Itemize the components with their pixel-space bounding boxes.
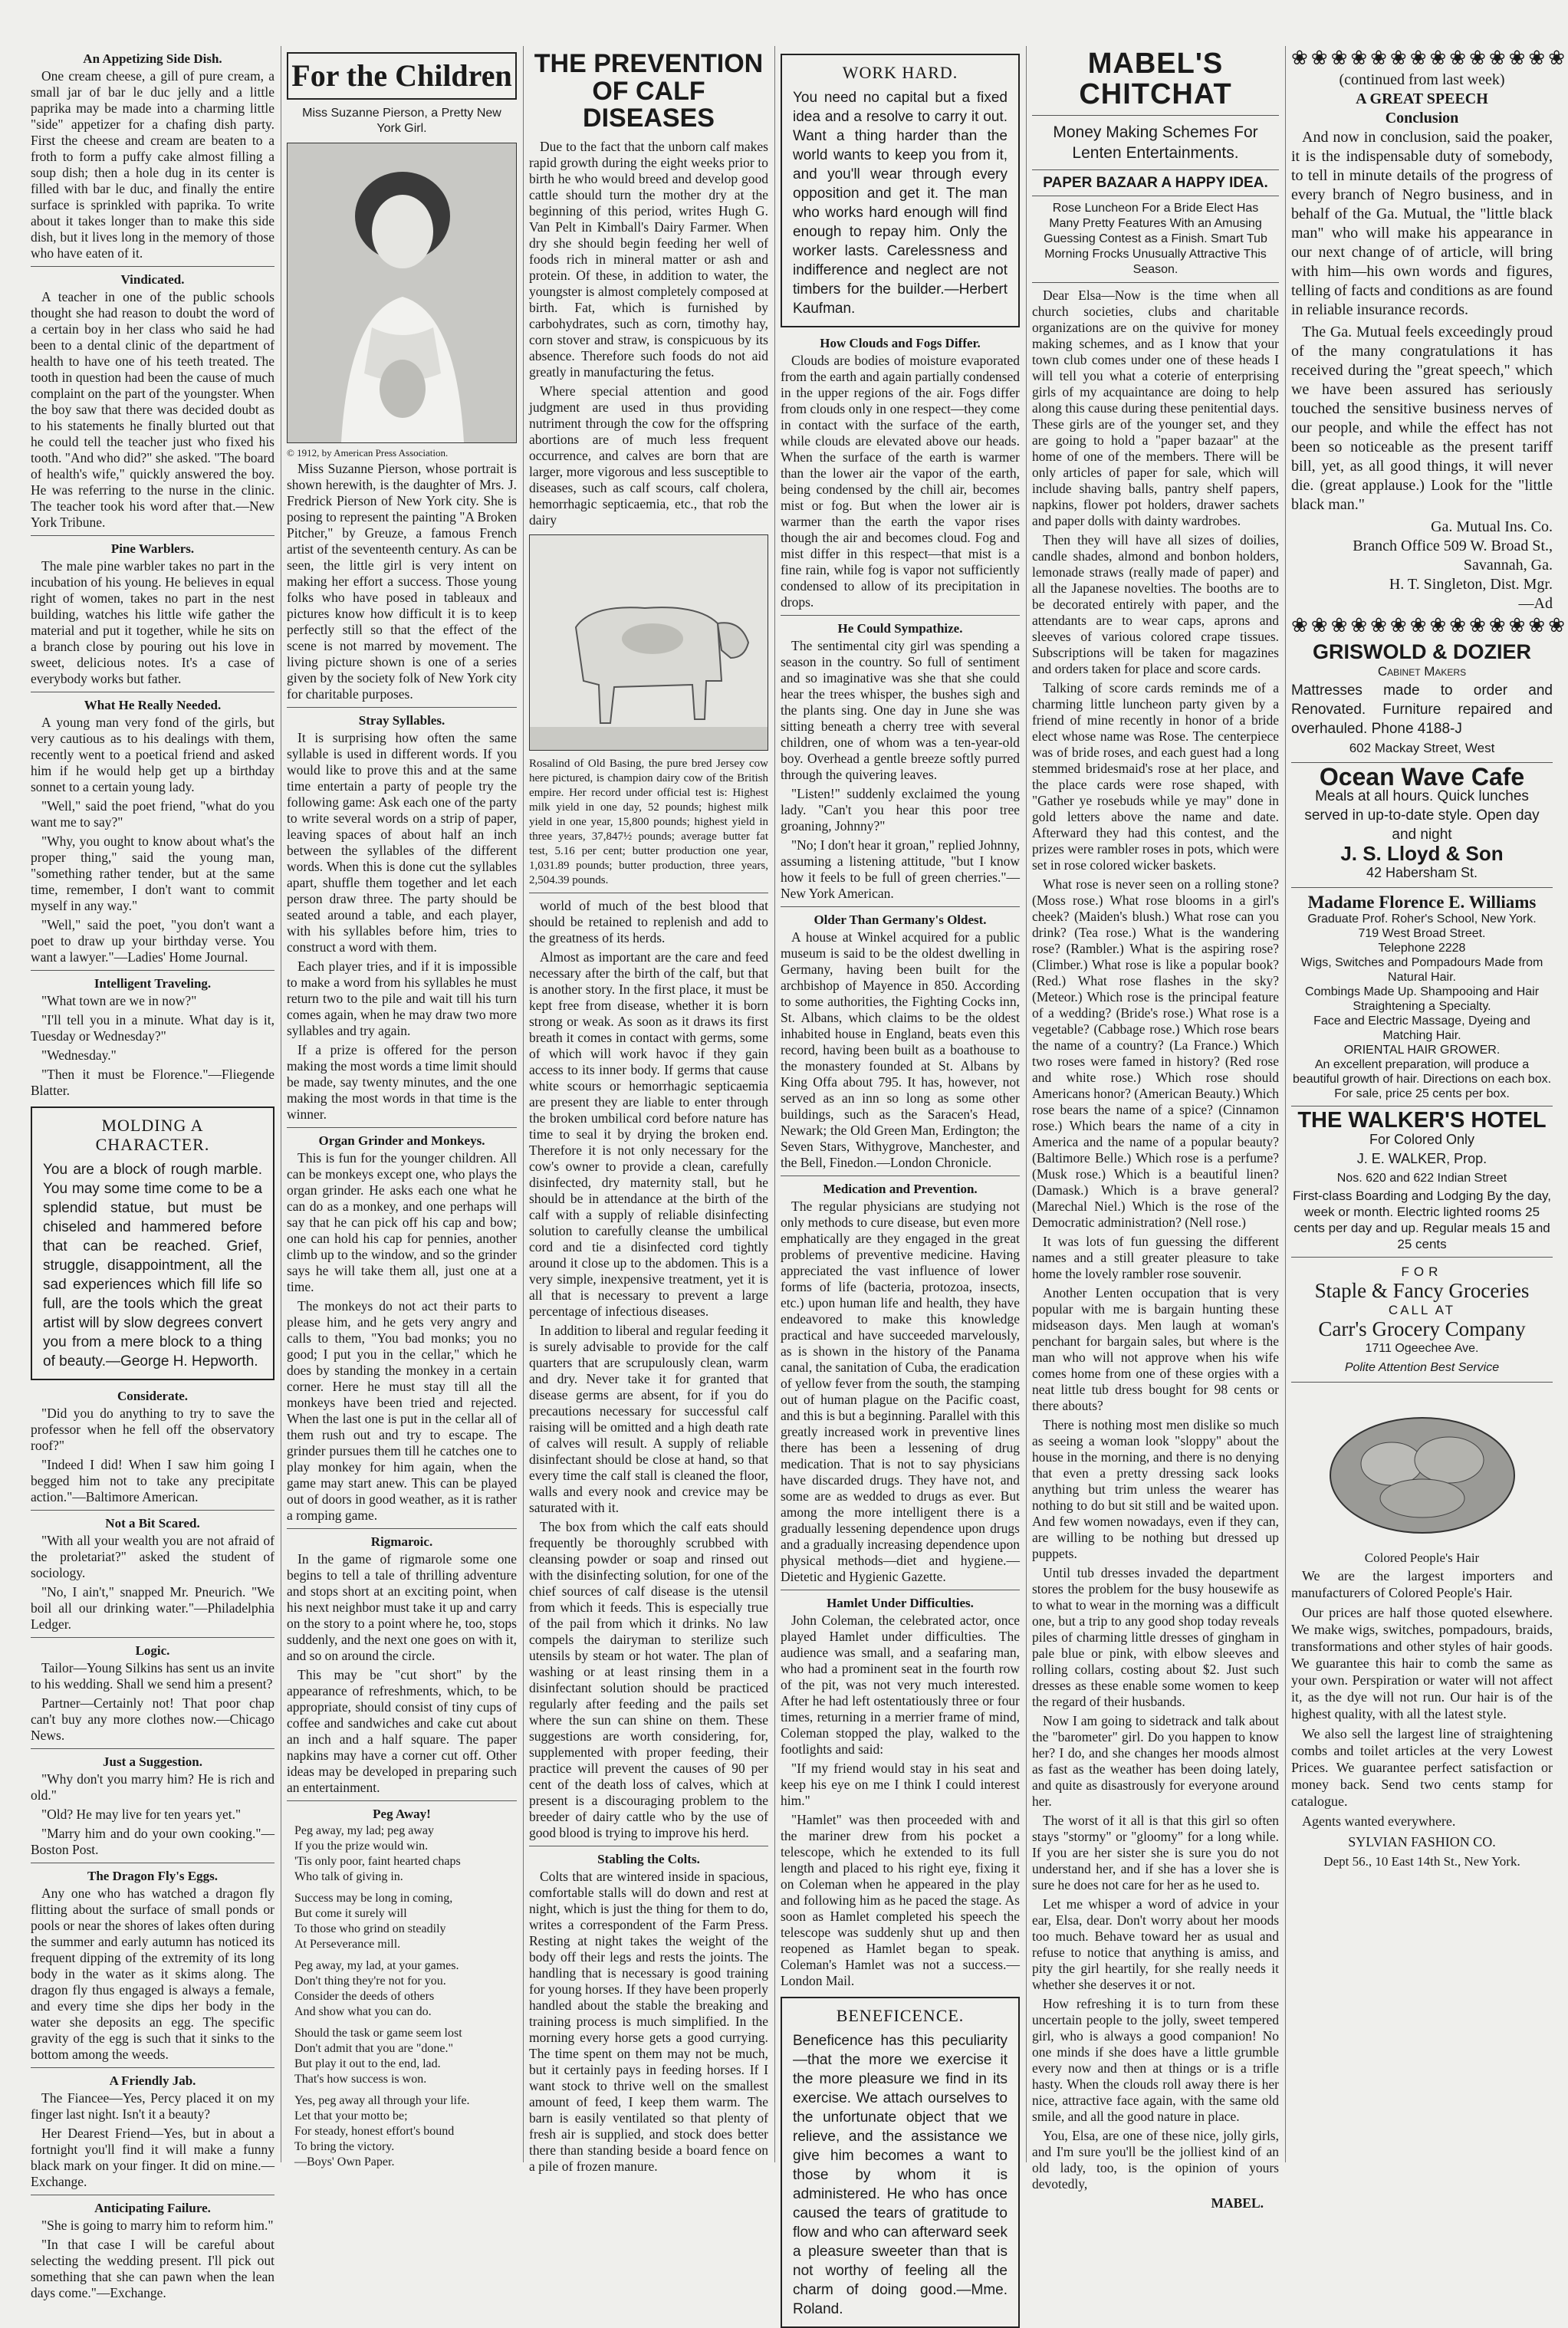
poem-title: Peg Away! [373, 1807, 431, 1821]
article-title: Pine Warblers. [110, 541, 195, 556]
poem-line: To bring the victory. [294, 2140, 395, 2153]
williams-line: 719 West Broad Street. [1358, 927, 1486, 940]
chitchat-paragraph: Another Lenten occupation that is very popular with me is bargain hunting these midseason days. Men laugh at woman's penchant for bargain sales, but where is the man who will not approve when his wife comes home from one of these orgies with a neat little tub dress bought for 98 cents or there abouts? [1032, 1284, 1279, 1413]
article-paragraph: "Indeed I did! When I saw him going I begged him not to take any precipitate action."—Baltimore American. [31, 1457, 274, 1504]
article-title: What He Really Needed. [84, 698, 222, 712]
article [31, 2200, 274, 2301]
article-title: An Appetizing Side Dish. [83, 51, 222, 66]
article-title: Considerate. [117, 1389, 189, 1403]
article [781, 912, 1020, 1171]
article [31, 271, 274, 531]
williams-line: Face and Electric Massage, Dyeing and Matching Hair. [1313, 1014, 1530, 1042]
chitchat-paragraph: Dear Elsa—Now is the time when all church societies, clubs and charitable organizations are on the quivive for money making schemes, and as I know that your town club comes under one of these heads I will tell you what a coterie of enterprising girls of my acquaintance are doing to help along this cause during these penitential days. These girls are of the younger set, and they are going to hold a "paper bazaar" at the home of one of the members. There will be only articles of paper for sale, which will include shaving balls, pantry shelf papers, napkins, flower pot holders, drawer sachets and paper dolls with dainty wardrobes. [1032, 287, 1279, 528]
article-paragraph: Due to the fact that the unborn calf makes rapid growth during the eight weeks prior to birth he who would breed and develop good cattle should turn the mother dry at the beginning of this period, writes Hugh G. Van Pelt in Kimball's Dairy Farmer. When dry she should begin feeding her well of foods rich in mineral matter or ash and protein. Of these, in addition to water, the youngster is almost completely composed at birth. Fat, which is furnished by carbohydrates, such as corn, timothy hay, corn stover and straw, is conspicuous by its absence. Therefore such foods do not aid greatly in manufacturing the fetus. [529, 139, 768, 380]
article [31, 1868, 274, 2063]
article [31, 1515, 274, 1633]
col4-articles [781, 335, 1020, 1989]
chitchat-deck: Rose Luncheon For a Bride Elect Has Many Pretty Features With an Amusing Guessing Contest as a Finish. Smart Tub Morning Frocks Unusually Attractive This Season. [1044, 201, 1267, 276]
cow-caption: Rosalind of Old Basing, the pure bred Jersey cow here pictured, is champion dairy cow of the British empire. Her record under official test is: Highest milk yield in one day, 52 pounds; highest milk yield in one year, 15,800 pounds; highest yield in three years, 37,847½ pounds; average butter fat test, 5.16 per cent; butter production one year, 1,031.89 pounds; butter production, three years, 2,504.39 pounds. [529, 758, 768, 887]
poem-line: —Boys' Own Paper. [294, 2155, 395, 2169]
chitchat-body [1032, 288, 1279, 2192]
sylvian-address: Dept 56., 10 East 14th St., New York. [1323, 1854, 1520, 1869]
column-3 [529, 46, 768, 2175]
article-paragraph: "What town are we in now?" [41, 993, 197, 1008]
section-title: For the Children [291, 58, 512, 93]
carr-call: CALL AT [1388, 1303, 1456, 1317]
poem-line: Should the task or game seem lost [294, 2027, 462, 2040]
ocean-wave-ad [1291, 763, 1553, 883]
article-paragraph: A young man very fond of the girls, but very cautious as to his dealings with them, recently went to a poetical friend and asked him if he would help get up a birthday sonnet to a certain young lady. [31, 715, 274, 794]
article-paragraph: This may be "cut short" by the appearance of refreshments, which, to be appropriate, should consist of tiny cups of coffee and sandwiches and cake cut about an inch and a half square. The paper napkins may have a corner cut off. Other ideas may be developed in preparing such an entertainment. [287, 1667, 517, 1795]
article-title: Anticipating Failure. [94, 2201, 211, 2215]
williams-line: Graduate Prof. Roher's School, New York. [1307, 912, 1537, 926]
article-paragraph: "Well," said the poet friend, "what do you want me to say?" [31, 798, 274, 830]
article-title: Medication and Prevention. [823, 1182, 978, 1196]
williams-body [1291, 912, 1553, 1101]
article [781, 1595, 1020, 1989]
williams-ad [1291, 893, 1553, 1101]
chitchat-paragraph: The worst of it all is that this girl so often stays "stormy" or "gloomy" for a long while. If you are her sister she is sure you do not understand her, and if she has a lover she is sure he does not care for her as he used to. [1032, 1812, 1279, 1892]
cow-photo [529, 534, 768, 751]
carr-name: Carr's Grocery Company [1318, 1317, 1526, 1340]
article-title: The Dragon Fly's Eggs. [87, 1869, 219, 1883]
poem-line [294, 1885, 517, 1891]
carr-address: 1711 Ogeechee Ave. [1365, 1342, 1479, 1355]
ornament-border-mid: ❀❀❀❀❀❀❀❀❀❀❀❀❀❀ [1291, 614, 1568, 636]
speech-continued: (continued from last week) [1339, 71, 1505, 88]
poem-line: Who talk of giving in. [294, 1870, 403, 1883]
headline-line2: OF CALF DISEASES [583, 76, 715, 133]
hair-body [1291, 1567, 1553, 1830]
hairpiece-illustration [1300, 1387, 1545, 1548]
article-paragraph: A teacher in one of the public schools thought she had reason to doubt the word of a certain boy in her class who said he had been to a dental clinic of the department of health to have one of his teeth treated. The tooth in question had been the cause of much complaint on the part of the youngster. When the boy saw that there was decided doubt as to his statements he finally blurted out that he could tell the teacher just who fixed his tooth. "And who did?" she asked. "The board of health's wife," quickly answered the boy. He was referring to the nurse in the clinic. The teacher took his word after that.—New York Tribune. [31, 289, 274, 530]
carr-for: FOR [1401, 1264, 1443, 1279]
poem-line: If you the prize would win. [294, 1840, 429, 1853]
column-2 [287, 46, 517, 2169]
chitchat-paragraph: What rose is never seen on a rolling stone? (Moss rose.) What rose blooms in a girl's cheek? (Maiden's blush.) What rose can you drink? (Tea rose.) What is the wandering rose? (Rambler.) What is the aspiring rose? (Climber.) What rose is like a popular book? (Red.) What rose flashes in the sky? (Meteor.) Which rose is the principal feature of a wedding? (Bride's rose.) What rose is a vegetable? (Cabbage rose.) Which rose bears the name of a country? (La France.) Which two roses were famed in history? (Red rose and white rose.) Which rose should Americans honor? (American Beauty.) Which rose bears the name of a spice? (Cinnamon rose.) Which bears the name of a city in America and the name of a popular beauty? (Baltimore Belle.) Which rose is a perfume? (Musk rose.) Which is a beautiful linen? (Damask.) Which is a brave general? (Marechal Niel.) Which is the rose of the Democratic administration? (Nell rose.) [1032, 876, 1279, 1230]
article-title: Stray Syllables. [358, 713, 445, 728]
article [31, 1642, 274, 1744]
ornament-border-top: ❀❀❀❀❀❀❀❀❀❀❀❀❀❀ [1291, 47, 1568, 69]
walker-prop: J. E. WALKER, Prop. [1356, 1151, 1487, 1166]
poem-line: At Perseverance mill. [294, 1938, 401, 1951]
williams-line: An excellent preparation, will produce a beautiful growth of hair. Directions on each box. For sale, price 25 cents per box. [1292, 1058, 1552, 1100]
work-hard-title: WORK HARD. [842, 63, 958, 82]
work-hard-text: You need no capital but a fixed idea and a resolve to carry it out. Want a thing harder than the world wants to keep you from it, and you'll wear through every opposition and get it. The man who works hard enough will find enough to repay him. Only the worker lasts. Carelessness and indifference and neglect are not timbers for the builder.—Herbert Kaufman. [793, 90, 1008, 317]
article-paragraph: The regular physicians are studying not only methods to cure disease, but even more emphatically are they engaged in the great problems of preventive medicine. Having appreciated the vast influence of lower forms of life (bacteria, protozoa, insects, etc.) upon human life and health, they have endeavored to make this knowledge practical and have succeeded marvelously, as is shown in the history of the Panama canal, the sanitation of Cuba, the eradication of yellow fever from the south, the stamping out of human plague on the Pacific coast, and this is but a beginning. Parallel with this greatly increased work in preventive lines there has been a lessening of drug medication. That is not to say physicians have discarded drugs. They have not, and some are as wedded to drugs as ever. But among the more intelligent there is a gradually lessening dependence upon drugs and a gradually increasing dependence upon physical methods—diet and hygiene.—Dietetic and Hygienic Gazette. [781, 1199, 1021, 1584]
article-paragraph: Almost as important are the care and feed necessary after the birth of the calf, but that is another story. In the first place, it must be kept free from disease, whether it is born strong or weak. As soon as it draws its first breath it comes in contact with germs, some of which will work havoc if they gain access to its inner body. If germs that cause white scours or hemorrhagic septicaemia are present they are liable to enter through the broken umbilical cord before nature has time to seal it by drying the broken end. Therefore it is not only necessary for the cow's owner to provide a clean, carefully disinfected, dry maternity stall, but he should be in attendance at the birth of the calf with a supply of reliable disinfecting solution to carefully cleanse the umbilical cord and tie a disinfected cord tightly around it close up to the abdomen. This is a very simple, inexpensive treatment, yet it is all that is necessary to prevent a large percentage of infectious diseases. [529, 949, 768, 1320]
article-paragraph: "No; I don't hear it groan," replied Johnny, assuming a listening attitude, "but I know how it feels to be full of green cherries."—New York American. [781, 837, 1020, 901]
article-paragraph: "Old? He may live for ten years yet." [41, 1807, 242, 1822]
article [31, 975, 274, 1099]
chitchat-title: MABEL'S CHITCHAT [1079, 48, 1232, 110]
article [31, 1754, 274, 1858]
article-paragraph: Partner—Certainly not! That poor chap can't buy any more clothes now.—Chicago News. [31, 1695, 274, 1743]
article [781, 335, 1020, 610]
article-paragraph: world of much of the best blood that should be retained to replenish and add to the greatness of its herds. [529, 898, 768, 946]
signature-line: Ga. Mutual Ins. Co. [1431, 518, 1553, 535]
article-paragraph: In addition to liberal and regular feeding it is surely advisable to provide for the calf quarters that are scrupulously clean, warm and dry. Never take it for granted that disease germs are absent, for if you do precautions necessary for successful calf raising will be omitted and a high death rate of calves will result. A supply of reliable disinfectant should be close at hand, so that every time the calf stall is cleaned the floor, walls and every nook and crevice may be saturated with it. [529, 1323, 768, 1516]
article-paragraph: "Wednesday." [41, 1047, 117, 1063]
williams-line: ORIENTAL HAIR GROWER. [1343, 1044, 1501, 1057]
chitchat-signature: MABEL. [1211, 2195, 1264, 2211]
walker-body: First-class Boarding and Lodging By the day, week or month. Electric lighted rooms 25 cents per day and up. Regular meals 15 and 25 cents [1292, 1189, 1552, 1251]
article-paragraph: Each player tries, and if it is impossible to make a word from his syllables he must return two to the pile and wait till his turn comes again, when he may draw two more syllables and try again. [287, 958, 517, 1038]
photo-subtitle: Miss Suzanne Pierson, a Pretty New York Girl. [302, 107, 501, 135]
beneficence-box [781, 1997, 1020, 2328]
article-paragraph: "In that case I will be careful about selecting the wedding present. I'll pick out something that she can pawn when the lean days come."—Exchange. [31, 2237, 274, 2300]
stabling-title: Stabling the Colts. [597, 1852, 700, 1867]
speech-paragraph: The Ga. Mutual feels exceedingly proud of the many congratulations it has received during the "great speech," which we have been assured has seriously touched the sensitive business nerves of our people, and while the effect has not been so noticeable as the present tariff bill, yet, as all good things, it will never die. (great applause.) Look for the "little black man." [1291, 324, 1553, 513]
article-paragraph: "Did you do anything to try to save the professor when he fell off the observatory roof?" [31, 1406, 274, 1453]
article-title: Logic. [135, 1643, 170, 1658]
chitchat-paragraph: Then they will have all sizes of doilies, candle shades, almond and bonbon holders, lemonade straws (really made of paper) and all the Japanese novelties. The booths are to be decorated entirely with paper, and the attendants are to wear caps, aprons and sleeves of various colored crape tissues. Subscriptions will be taken for magazines and orders taken for place and score cards. [1032, 531, 1279, 676]
chitchat-paragraph: How refreshing it is to turn from these uncertain people to the jolly, sweet tempered girl, who is always a good companion! No one minds if she does have a little grumble every now and then at things or is a trifle hasty. When the clouds roll away there is her nice, attractive face again, with the same old smile, and all the good nature in place. [1032, 1995, 1279, 2124]
poem-line: That's how success is won. [294, 2073, 427, 2086]
poem-line: But come it surely will [294, 1907, 407, 1920]
ocean-body: Meals at all hours. Quick lunches served in up-to-date style. Open day and night [1304, 788, 1540, 843]
poem-line: Yes, peg away all through your life. [294, 2094, 470, 2107]
article-title: Older Than Germany's Oldest. [814, 912, 987, 927]
article-paragraph: Any one who has watched a dragon fly flitting about the surface of small ponds or pools or near the shores of lakes often during the summer and early autumn has noticed its frequent dipping of the extremity of its long body in the water as it skims along. The dragon fly thus engaged is always a female, and every time she dips her body in the water she deposits an egg. The specific gravity of the egg is such that it sinks to the bottom among the weeds. [31, 1886, 274, 2062]
article-paragraph: "I'll tell you in a minute. What day is it, Tuesday or Wednesday?" [31, 1012, 274, 1044]
beneficence-text: Beneficence has this peculiarity—that the more we exercise it the more pleasure we find in its exercise. We attach ourselves to the unfortunate object that we relieve, and the assistance we give him becomes a want to those by whom it is administered. He who has once caused the tears of gratitude to flow and who can afterward seek a pleasure sweeter than that is not worthy of feeling all the charm of doing good.—Mme. Roland. [793, 2033, 1008, 2317]
article-paragraph: Where special attention and good judgment are used in thus providing nutriment through the cow for the offspring abortions are of much less frequent occurrence, and calves are born that are larger, more vigorous and less susceptible to diseases, such as calf scours, calf cholera, hemorrhagic septicaemia, etc., that rob the dairy [529, 383, 768, 528]
article [31, 2073, 274, 2190]
poem-line: Success may be long in coming, [294, 1892, 453, 1905]
article [781, 1181, 1020, 1585]
stabling-body: Colts that are wintered inside in spacious, comfortable stalls will do down and rest at night, which is just the thing for them to do, writes a correspondent of the Farm Press. Resting at night takes the weight of the body off their legs and rests the joints. The handling that is necessary is good training for young horses. If they have been properly handled about the stable the breaking and training process is much simplified. In the morning every horse gets a good currying. The time spent on them may not be much, but it certainly pays in feeding horses. If I want stock to thrive well on the smallest amount of feed, I keep them warm. The barn is easily ventilated so that plenty of fresh air is supplied, and stock does better there than standing beside a board fence on a pile of frozen manure. [529, 1869, 768, 2175]
ocean-owner: J. S. Lloyd & Son [1340, 842, 1504, 865]
box-text: You are a block of rough marble. You may some time come to be a splendid statue, but must be chiseled and hammered before that can be reached. Grief, struggle, disappointment, all the sad experiences which fill life so full, are the tools which the great artist will by slow degrees convert you from a mere block to a thing of beauty.—George H. Hepworth. [43, 1162, 262, 1370]
jersey-cow-illustration [530, 535, 768, 750]
article-paragraph: "If my friend would stay in his seat and keep his eye on me I think I could interest him." [781, 1761, 1020, 1808]
speech-title: A GREAT SPEECH [1356, 90, 1488, 107]
article-title: A Friendly Jab. [109, 2073, 196, 2088]
article [31, 51, 274, 261]
molding-character-box [31, 1106, 274, 1380]
article-paragraph: The box from which the calf eats should frequently be thoroughly scrubbed with cleansing powder or soap and rinsed out with the disinfecting solution, for one of the chief sources of calf disease is the utensil from which it feeds. This is especially true of the pail from which it drinks. No law compels the dairyman to sterilize such utensils by steam or hot water. The plan of washing or at least rinsing them in a disinfectant solution should be practiced regularly after feeding and the pails set where the sun can shine on them. These suggestions are worth considering, for, supplemented with proper feeding, their practice will prevent the causes of 90 per cent of the death loss of calves, which at present is a discouraging problem to the breeder of dairy cattle who by the use of good blood is trying to improve his herd. [529, 1519, 768, 1841]
portrait-description: Miss Suzanne Pierson, whose portrait is shown herewith, is the daughter of Mrs. J. Fredrick Pierson of New York city. She is posing to represent the painting "A Broken Pitcher," by Greuze, a famous French artist of the seventeenth century. As can be seen, the little girl is very intent on making her effort a success. Those young folks who have posed in tableaux and pictures know how difficult it is to keep perfectly still so that the effect of the scene is not marred by movement. The living picture shown is one of a series given by the society folk of New York city for charitable purposes. [287, 461, 517, 702]
article-title: Intelligent Traveling. [94, 976, 212, 991]
ocean-title: Ocean Wave Cafe [1319, 763, 1525, 791]
speech-ad-mark: —Ad [1518, 595, 1553, 612]
signature-line: Branch Office 509 W. Broad St., Savannah, Ga. [1353, 538, 1553, 574]
poem-line: Peg away, my lad, at your games. [294, 1959, 459, 1972]
speech-conclusion: Conclusion [1385, 110, 1459, 127]
article-paragraph: "Well," said the poet, "you don't want a poet to draw up your birthday verse. You want a lawyer."—Ladies' Home Journal. [31, 917, 274, 965]
poem-line: Don't admit that you are "done." [294, 2042, 454, 2055]
article-title: He Could Sympathize. [837, 621, 963, 636]
williams-line: Telephone 2228 [1378, 942, 1466, 955]
article-title: Organ Grinder and Monkeys. [318, 1133, 485, 1148]
article-title: Rigmaroic. [370, 1534, 433, 1549]
hair-ad [1291, 1387, 1553, 1871]
poem-line [294, 2020, 517, 2026]
article [31, 697, 274, 965]
sylvian-name: SYLVIAN FASHION CO. [1348, 1834, 1496, 1850]
portrait-photo [287, 143, 517, 443]
griswold-sub: Cabinet Makers [1377, 664, 1467, 679]
article-paragraph: In the game of rigmarole some one begins to tell a tale of thrilling adventure and stops short at an exciting point, when his next neighbor must take it up and carry on the story to a point where he, too, stops suddenly, and the next one goes on with it, and so on around the circle. [287, 1551, 517, 1663]
girl-portrait-illustration [288, 143, 516, 442]
chitchat-paragraph: Talking of score cards reminds me of a charming little luncheon party given by a friend of mine recently in honor of a bride elect whose name was Rose. The centerpiece was of bride roses, and each guest had a long stemmed bridesmaid's rose at her place, and the place cards were rose shaped, with "Gather ye rosebuds while ye may" done in gold letters above the name and date. Afterward they had this contest, and the prizes were rambler roses in pots, which were set in rose colored wicker baskets. [1032, 679, 1279, 873]
column-4 [781, 46, 1021, 2317]
griswold-title: GRISWOLD & DOZIER [1313, 640, 1531, 663]
article-paragraph: "She is going to marry him to reform him." [41, 2218, 274, 2233]
williams-line: Wigs, Switches and Pompadours Made from Natural Hair. [1300, 956, 1543, 984]
article [287, 1534, 517, 1796]
hair-paragraph: We also sell the largest line of straightening combs and toilet articles at the very Lowest Prices. We guarantee perfect satisfaction or money back. Send two cents stamp for catalogue. [1291, 1726, 1553, 1809]
article-title: Hamlet Under Difficulties. [827, 1596, 974, 1610]
carr-slogan: Polite Attention Best Service [1344, 1361, 1500, 1374]
box-title: MOLDING A CHARACTER. [95, 1116, 210, 1154]
column-6 [1291, 46, 1568, 2162]
griswold-address: 602 Mackay Street, West [1349, 741, 1495, 755]
article-paragraph: If a prize is offered for the person making the most words a time limit should be made, say twenty minutes, and the one making the most words in that time is the winner. [287, 1042, 517, 1122]
article-paragraph: "Why don't you marry him? He is rich and old." [31, 1771, 274, 1803]
article-paragraph: This is fun for the younger children. All can be monkeys except one, who plays the organ grinder. He asks each one what he can do as a monkey, and one perhaps will say that he can pick off his cap and bow; one can hold his cap for pennies, another climb up to the window, and so the grinder says he will take them all, just one at a time. [287, 1150, 517, 1294]
walker-title: THE WALKER'S HOTEL [1297, 1108, 1547, 1133]
work-hard-box [781, 54, 1020, 327]
poem-line: For steady, honest effort's bound [294, 2125, 455, 2138]
article-paragraph: "No, I ain't," snapped Mr. Pneurich. "We boil all our drinking water."—Philadelphia Ledger. [31, 1584, 274, 1632]
calf-article-part1 [529, 139, 768, 528]
article-title: Just a Suggestion. [103, 1754, 202, 1769]
beneficence-title: BENEFICENCE. [836, 2006, 965, 2025]
article [781, 620, 1020, 902]
article-paragraph: Clouds are bodies of moisture evaporated from the earth and again partially condensed in the upper regions of the air. Fogs differ from clouds only in one respect—they come in contact with the surface of the earth, while clouds are elevated above our heads. When the surface of the earth is warmer than the lower air the vapor of the earth, being condensed by the chill air, becomes mist or fog. But when the lower air is warmer than the earth the vapor rises though the air and becomes cloud. Fog and mist differ in this respect—that mist is a fine rain, while fog is vapor not sufficiently condensed to allow of its precipitation in drops. [781, 353, 1020, 610]
poem-line [294, 1952, 517, 1958]
chitchat-paragraph: Now I am going to sidetrack and talk about the "barometer" girl. Do you happen to know her? I do, and she changes her moods almost as fast as the weather has been doing lately, and quite as disastrously for everyone around her. [1032, 1712, 1279, 1809]
article-paragraph: It is surprising how often the same syllable is used in different words. If you would like to prove this and at the same time entertain a party of people try the following game: Ask each one of the party to write several words on a strip of paper, leaving spaces of about half an inch between the syllables of the different words. When this is done cut the syllables apart, shuffle them together and let each person draw three. The party should be seated around a table, and each player, with his syllables before him, tries to construct a word with them. [287, 730, 517, 955]
article-paragraph: One cream cheese, a gill of pure cream, a small jar of bar le duc jelly and a little paprika may be made into a charming little "side" appetizer for a chafing dish party. First the cheese and cream are beaten to a froth to form a puffy cake almost filling a soup dish; then a hole dug in its center is filled with bar le duc, and finally the entire surface is sprinkled with paprika. To write about it takes longer than to make this side dish, but it lives long in the memory of those who have eaten of it. [31, 68, 274, 261]
article-paragraph: The male pine warbler takes no part in the incubation of his young. He believes in equal right of women, takes no part in the nest building, watches his little wife gather the material and put it together, while he sits on a branch close by pouring out his love in sweet, delicious notes. It's a case of everybody works but father. [31, 558, 274, 686]
poem-line: But play it out to the end, lad. [294, 2057, 441, 2070]
signature-line: H. T. Singleton, Dist. Mgr. [1389, 576, 1553, 593]
article-paragraph: "Hamlet" was then proceeded with and the mariner drew from his pocket a telescope, which he extended to its full length and placed to his right eye, fixing it on Coleman when he appeared in the play and following him as he paced the stage. As soon as Hamlet completed his speech the telescope was suddenly shut up and then reopened as Hamlet began to speak. Coleman's Hamlet was not a success.—London Mail. [781, 1812, 1020, 1988]
column-5 [1032, 46, 1279, 2211]
hair-paragraph: Agents wanted everywhere. [1302, 1813, 1456, 1829]
article-paragraph: Tailor—Young Silkins has sent us an invite to his wedding. Shall we send him a present? [31, 1660, 274, 1692]
newspaper-page [31, 46, 1568, 2317]
article-paragraph: "Then it must be Florence."—Fliegende Blatter. [31, 1067, 274, 1098]
griswold-body: Mattresses made to order and Renovated. Furniture repaired and overhauled. Phone 4188-J [1291, 682, 1553, 737]
article-paragraph: John Coleman, the celebrated actor, once played Hamlet under difficulties. The audience was small, and a seafaring man, who had a prominent seat in the fourth row of the pit, was not very much interested. After he had left ostentatiously three or four times, returning in a merrier frame of mind, Coleman stopped the play, walked to the footlights and said: [781, 1613, 1020, 1757]
speech-paragraph: And now in conclusion, said the poaker, it is the indispensable duty of somebody, to tell in minute details of the progress of every branch of Negro business, and in behalf of the Ga. Mutual, the "little black man" who will make his appearance in our next change of of article, will bring with him—his own words and figures, telling of facts and conditions as are found in reliable insurance records. [1291, 129, 1553, 318]
article-paragraph: The Fiancee—Yes, Percy placed it on my finger last night. Isn't it a beauty? [31, 2090, 274, 2122]
children-articles [287, 461, 517, 2170]
poem-line [294, 2087, 517, 2093]
article-title: Not a Bit Scared. [105, 1516, 200, 1531]
chitchat-paragraph: There is nothing most men dislike so much as seeing a woman look "sloppy" about the house in the morning, and there is no denying that even a pretty dressing sack looks anything but trim unless the wearer has nothing to do but sit still and be waited upon. And few women nowadays, even if they can, are willing to be nothing but dressed up puppets. [1032, 1416, 1279, 1561]
article-title: Vindicated. [120, 272, 185, 287]
article-paragraph: Her Dearest Friend—Yes, but in about a fortnight you'll find it will make a funny black mark on your finger. It did on mine.—Exchange. [31, 2126, 274, 2189]
poem-line: Consider the deeds of others [294, 1990, 435, 2003]
poem-line: Let that your motto be; [294, 2109, 408, 2122]
hair-caption: Colored People's Hair [1364, 1550, 1480, 1565]
chitchat-subtitle: Money Making Schemes For Lenten Entertainments. [1053, 123, 1258, 162]
hair-paragraph: We are the largest importers and manufacturers of Colored People's Hair. [1291, 1568, 1553, 1600]
walker-address: Nos. 620 and 622 Indian Street [1336, 1172, 1507, 1185]
walker-hotel-ad [1291, 1108, 1553, 1252]
chitchat-paragraph: It was lots of fun guessing the different names and a still greater pleasure to take home the lovely rambler rose souvenir. [1032, 1233, 1279, 1281]
column-1 [31, 46, 274, 2300]
article [31, 1388, 274, 1505]
calf-article-part2 [529, 898, 768, 1841]
article-title: How Clouds and Fogs Differ. [820, 336, 981, 350]
poem [287, 1823, 517, 2170]
poem-line: And show what you can do. [294, 2005, 432, 2018]
article-paragraph: "Marry him and do your own cooking."—Boston Post. [31, 1826, 274, 1857]
hair-paragraph: Our prices are half those quoted elsewhere. We make wigs, switches, pompadours, braids, transformations and other styles of hair goods. We guarantee this hair to comb the same as your own. Perspiration or water will not affect it, as the dye will not run. Our hair is of the highest quality, with all the latest style. [1291, 1605, 1553, 1721]
poem-line: 'Tis only poor, faint hearted chaps [294, 1855, 461, 1868]
poem-line: To those who grind on steadily [294, 1922, 446, 1935]
paper-bazaar-head: PAPER BAZAAR A HAPPY IDEA. [1043, 174, 1268, 191]
article [31, 541, 274, 687]
article-paragraph: "Listen!" suddenly exclaimed the young lady. "Can't you hear this poor tree groaning, Johnny?" [781, 786, 1020, 834]
chitchat-paragraph: Let me whisper a word of advice in your ear, Elsa, dear. Don't worry about her moods too much. Behave toward her as usual and refuse to notice that anything is amiss, and pity the girl heartily, for she really needs it whether she deserves it or not. [1032, 1896, 1279, 1992]
carr-title: Staple & Fancy Groceries [1314, 1279, 1530, 1302]
poem-line: Don't thing they're not for you. [294, 1975, 446, 1988]
article [287, 712, 517, 1123]
poem-line: Peg away, my lad; peg away [294, 1824, 435, 1837]
ocean-address: 42 Habersham St. [1366, 865, 1478, 880]
photo-credit: © 1912, by American Press Association. [287, 447, 449, 459]
chitchat-paragraph: You, Elsa, are one of these nice, jolly girls, and I'm sure you'll be the jolliest kind of an old lady, too, is the opinion of yours devotedly, [1032, 2127, 1279, 2192]
article-paragraph: The monkeys do not act their parts to please him, and he gets very angry and calls to them, "You bad monks; you no good; I put you in the cellar," which he does by standing the monkey in a certain corner. Here he must stay till all the monkeys have been tried and rejected. When the last one is put in the cellar all of them rush out and try to escape. The grinder pursues them till he catches one to play monkey for him again, when the game may start anew. This can be played out of doors in good weather, as it is rather a romping game. [287, 1298, 517, 1523]
article [287, 1133, 517, 1524]
chitchat-paragraph: Until tub dresses invaded the department stores the problem for the busy housewife as to what to wear in the morning was a difficult one, but a trip to any good shop today reveals piles of charming little dresses of gingham in pale blue or pink, with elbow sleeves and rolling collars, costing about $2. Just such dresses as these enable some women to keep the regard of their husbands. [1032, 1564, 1279, 1709]
headline-line1: THE PREVENTION [534, 49, 764, 78]
for-the-children-banner [287, 52, 517, 100]
williams-title: Madame Florence E. Williams [1307, 893, 1537, 912]
williams-line: Combings Made Up. Shampooing and Hair Straightening a Specialty. [1304, 985, 1540, 1013]
article-paragraph: "With all your wealth you are not afraid of the proletariat?" asked the student of sociology. [31, 1533, 274, 1580]
speech-body [1291, 128, 1553, 515]
article-paragraph: A house at Winkel acquired for a public museum is said to be the oldest dwelling in Germany, having been built for the archbishop of Mayence in 850. According to some authorities, the Fighting Cocks inn, St. Albans, which claims to be the oldest inhabited house in England, beats even this record, having been built as a boathouse to the monastery founded at St. Albans by King Offa about 795. It has, however, not served as an inn so long as some other buildings, such as the Saracen's Head, Newark; the Old Green Man, Erdington; the Seven Stars, Withygrove, Manchester, and the Bell, Finedon.—London Chronicle. [781, 929, 1020, 1170]
carr-grocery-ad [1291, 1262, 1553, 1377]
griswold-ad [1291, 640, 1553, 758]
walker-sub: For Colored Only [1369, 1132, 1475, 1147]
article-paragraph: The sentimental city girl was spending a season in the country. So full of sentiment and so imaginative was she that she could hear the trees whisper, the bushes sigh and the plants sing. One day in June she was sitting beneath a cherry tree with several children, one of whom was a ten-year-old boy. Overhead a gentle breeze softly purred through the quivering leaves. [781, 638, 1020, 782]
article-paragraph: "Why, you ought to know about what's the proper thing," said the young man, "something rather tender, but at the same time, remember, I don't want to commit myself in any way." [31, 834, 274, 913]
speech-signature [1291, 518, 1553, 594]
